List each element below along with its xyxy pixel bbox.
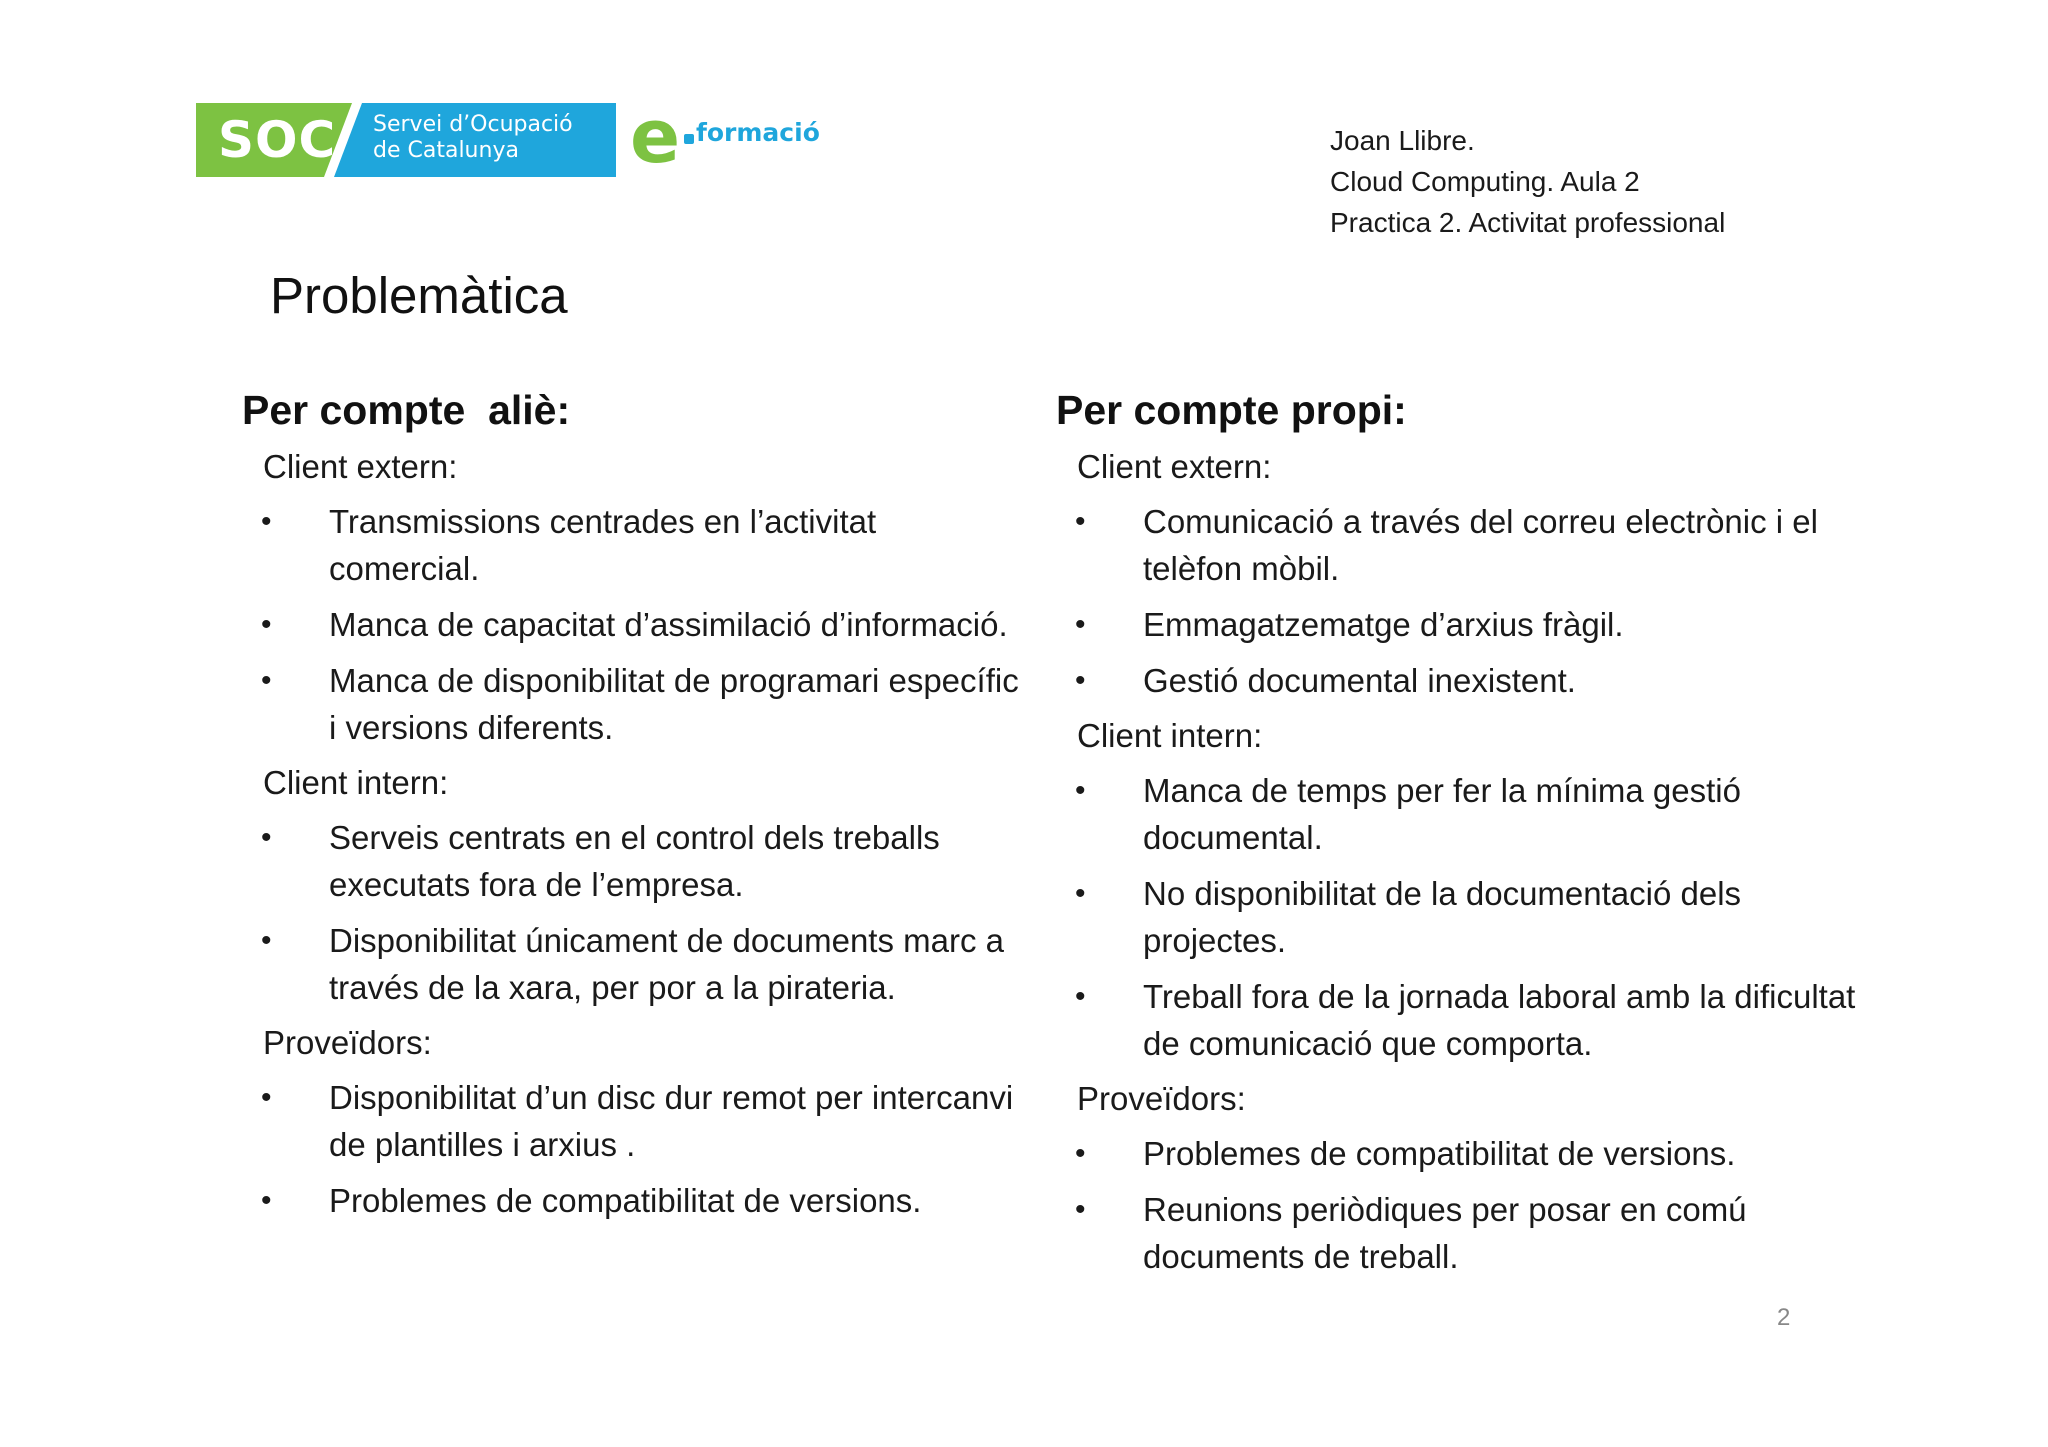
bullet-icon: • — [261, 608, 272, 641]
list-item-text: No disponibilitat de la documentació dels projectes. — [1143, 875, 1742, 959]
author-block — [1330, 120, 1725, 243]
list-item-text: Treball fora de la jornada laboral amb la dificultat de comunicació que comporta. — [1143, 978, 1856, 1062]
eformacio-logo-text: formació — [696, 118, 820, 147]
bullet-icon: • — [261, 821, 272, 854]
list-item — [1056, 601, 1856, 648]
bullet-list — [242, 814, 1022, 1011]
bullet-list — [1056, 498, 1856, 704]
list-item — [242, 657, 1022, 751]
bullet-icon: • — [1075, 1137, 1086, 1170]
soc-logo-name — [373, 112, 573, 164]
slide-title: Problemàtica — [270, 267, 568, 324]
list-item — [1056, 1130, 1856, 1177]
list-item-text: Manca de disponibilitat de programari específic i versions diferents. — [329, 662, 1019, 746]
list-item — [1056, 767, 1856, 861]
list-item-text: Manca de temps per fer la mínima gestió documental. — [1143, 772, 1741, 856]
list-item — [242, 498, 1022, 592]
right-column-heading: Per compte propi: — [1056, 387, 1407, 433]
list-item — [242, 814, 1022, 908]
section-label-client-intern: Client intern: — [1077, 717, 1263, 754]
eformacio-logo-dot — [684, 134, 694, 144]
bullet-icon: • — [1075, 774, 1086, 807]
bullet-list — [242, 498, 1022, 751]
bullet-icon: • — [261, 1184, 272, 1217]
bullet-list — [1056, 767, 1856, 1067]
soc-logo — [196, 103, 616, 177]
soc-logo-name-line2: de Catalunya — [373, 138, 519, 163]
list-item — [1056, 498, 1856, 592]
page-number: 2 — [1777, 1304, 1791, 1331]
list-item-text: Transmissions centrades en l’activitat comercial. — [329, 503, 877, 587]
section-label-client-extern: Client extern: — [263, 448, 458, 485]
list-item-text: Reunions periòdiques per posar en comú documents de treball. — [1143, 1191, 1747, 1275]
list-item-text: Problemes de compatibilitat de versions. — [1143, 1135, 1736, 1172]
bullet-icon: • — [1075, 608, 1086, 641]
left-column — [242, 380, 1022, 1233]
practice-name: Practica 2. Activitat professional — [1330, 207, 1726, 238]
list-item — [1056, 657, 1856, 704]
bullet-icon: • — [1075, 877, 1086, 910]
bullet-list — [1056, 1130, 1856, 1280]
list-item — [242, 1177, 1022, 1224]
list-item-text: Comunicació a través del correu electrònic i el telèfon mòbil. — [1143, 503, 1818, 587]
list-item-text: Serveis centrats en el control dels treballs executats fora de l’empresa. — [329, 819, 940, 903]
eformacio-logo — [630, 94, 820, 180]
bullet-list — [242, 1074, 1022, 1224]
left-column-heading: Per compte aliè: — [242, 387, 571, 433]
bullet-icon: • — [1075, 664, 1086, 697]
bullet-icon: • — [261, 924, 272, 957]
list-item — [1056, 1186, 1856, 1280]
list-item-text: Manca de capacitat d’assimilació d’informació. — [329, 606, 1008, 643]
bullet-icon: • — [1075, 1193, 1086, 1226]
list-item — [242, 1074, 1022, 1168]
list-item-text: Disponibilitat d’un disc dur remot per intercanvi de plantilles i arxius . — [329, 1079, 1014, 1163]
bullet-icon: • — [261, 664, 272, 697]
author-name: Joan Llibre. — [1330, 125, 1475, 156]
bullet-icon: • — [261, 505, 272, 538]
list-item — [1056, 870, 1856, 964]
soc-logo-mark: SOC — [218, 111, 337, 169]
section-label-client-intern: Client intern: — [263, 764, 449, 801]
bullet-icon: • — [1075, 505, 1086, 538]
list-item — [242, 601, 1022, 648]
bullet-icon: • — [261, 1081, 272, 1114]
list-item-text: Disponibilitat únicament de documents marc a través de la xara, per por a la pirateria. — [329, 922, 1005, 1006]
section-label-proveidors: Proveïdors: — [1077, 1080, 1246, 1117]
list-item-text: Problemes de compatibilitat de versions. — [329, 1182, 922, 1219]
eformacio-logo-mark: e — [630, 94, 681, 180]
course-name: Cloud Computing. Aula 2 — [1330, 166, 1640, 197]
right-column — [1056, 380, 1856, 1289]
list-item — [242, 917, 1022, 1011]
list-item — [1056, 973, 1856, 1067]
soc-logo-name-line1: Servei d’Ocupació — [373, 112, 573, 137]
section-label-proveidors: Proveïdors: — [263, 1024, 432, 1061]
bullet-icon: • — [1075, 980, 1086, 1013]
list-item-text: Gestió documental inexistent. — [1143, 662, 1576, 699]
list-item-text: Emmagatzematge d’arxius fràgil. — [1143, 606, 1624, 643]
section-label-client-extern: Client extern: — [1077, 448, 1272, 485]
